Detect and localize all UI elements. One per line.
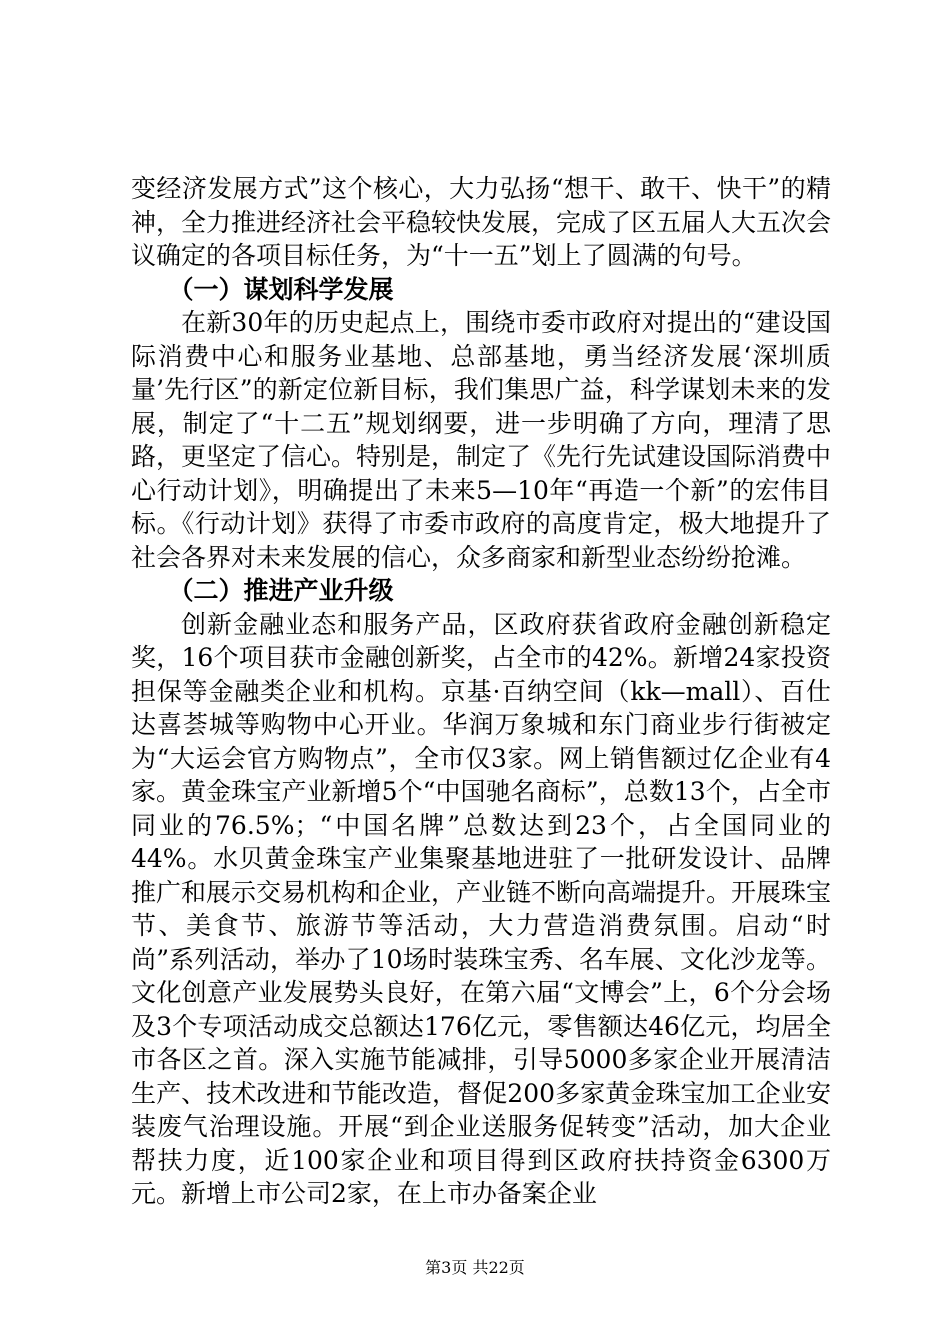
- page-number-footer: 第3页 共22页: [425, 1258, 525, 1277]
- body-paragraph-continued: 变经济发展方式”这个核心，大力弘扬“想干、敢干、快干”的精神，全力推进经济社会平稳较快发展，完成了区五届人大五次会议确定的各项目标任务，为“十一五”划上了圆满的句号。: [131, 174, 832, 270]
- section-heading-plan-development: （一）谋划科学发展: [168, 274, 394, 304]
- body-paragraph-industry-upgrade: 创新金融业态和服务产品，区政府获省政府金融创新稳定奖，16个项目获市金融创新奖，占全市的42%。新增24家投资担保等金融类企业和机构。京基·百纳空间（kk—mall）、百仕达喜荟城等购物中心开业。华润万象城和东门商业步行街被定为“大运会官方购物点”，全市仅3家。网上销售额过亿企业有4家。黄金珠宝产业新增5个“中国驰名商标”，总数13个，占全市同业的76.5%；“中国名牌”总数达到23个，占全国同业的44%。水贝黄金珠宝产业集聚基地进驻了一批研发设计、品牌推广和展示交易机构和企业，产业链不断向高端提升。开展珠宝节、美食节、旅游节等活动，大力营造消费氛围。启动“时尚”系列活动，举办了10场时装珠宝秀、名车展、文化沙龙等。文化创意产业发展势头良好，在第六届“文博会”上，6个分会场及3个专项活动成交总额达176亿元，零售额达46亿元，均居全市各区之首。深入实施节能减排，引导5000多家企业开展清洁生产、技术改进和节能改造，督促200多家黄金珠宝加工企业安装废气治理设施。开展“到企业送服务促转变”活动，加大企业帮扶力度，近100家企业和项目得到区政府扶持资金6300万元。新增上市公司2家，在上市办备案企业: [131, 609, 832, 1208]
- document-body: [131, 172, 831, 1211]
- section-heading-industry-upgrade: （二）推进产业升级: [168, 576, 394, 605]
- body-paragraph-plan-development: 在新30年的历史起点上，围绕市委市政府对提出的“建设国际消费中心和服务业基地、总部基地，勇当经济发展‘深圳质量’先行区”的新定位新目标，我们集思广益，科学谋划未来的发展，制定了“十二五”规划纲要，进一步明确了方向，理清了思路，更坚定了信心。特别是，制定了《先行先试建设国际消费中心行动计划》，明确提出了未来5—10年“再造一个新”的宏伟目标。《行动计划》获得了市委市政府的高度肯定，极大地提升了社会各界对未来发展的信心，众多商家和新型业态纷纷抢滩。: [131, 308, 832, 572]
